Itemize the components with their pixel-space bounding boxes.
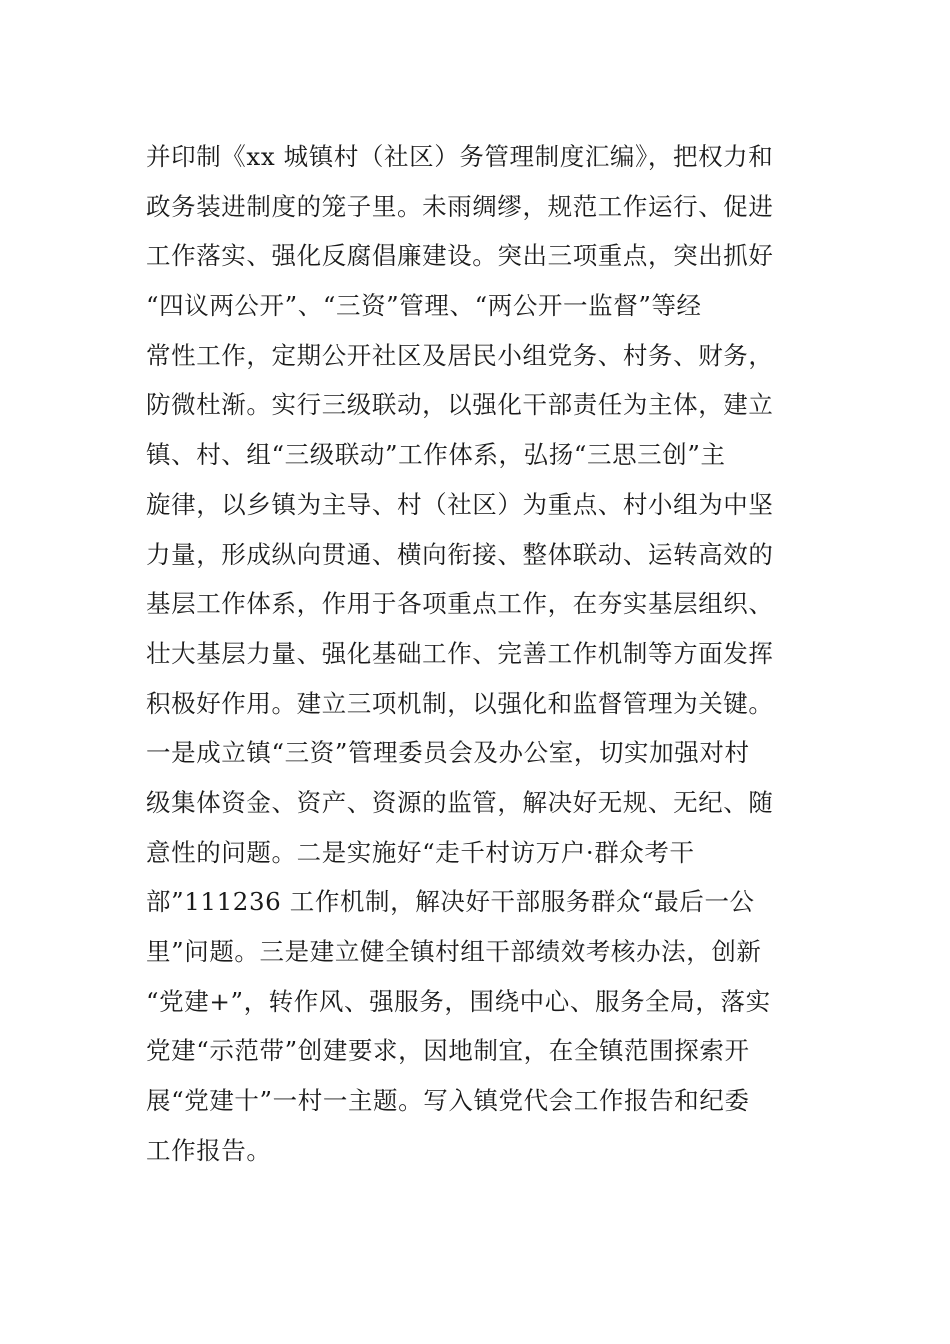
text-line: 常性工作，定期公开社区及居民小组党务、村务、财务， bbox=[146, 340, 774, 370]
body-paragraph bbox=[146, 132, 806, 1175]
text-line: 展“党建十”一村一主题。写入镇党代会工作报告和纪委 bbox=[146, 1086, 750, 1116]
text-line: 旋律，以乡镇为主导、村（社区）为重点、村小组为中坚 bbox=[146, 489, 774, 519]
text-line: 里”问题。三是建立健全镇村组干部绩效考核办法，创新 bbox=[146, 937, 762, 966]
text-line: 工作落实、强化反腐倡廉建设。突出三项重点，突出抓好 bbox=[146, 241, 774, 271]
text-line: 意性的问题。二是实施好“走千村访万户·群众考干 bbox=[146, 837, 695, 867]
text-line: 积极好作用。建立三项机制，以强化和监督管理为关键。 bbox=[146, 688, 774, 718]
text-line: 部”111236 工作机制，解决好干部服务群众“最后一公 bbox=[146, 887, 755, 917]
text-line: 力量，形成纵向贯通、横向衔接、整体联动、运转高效的 bbox=[146, 539, 774, 569]
text-line: 基层工作体系，作用于各项重点工作，在夯实基层组织、 bbox=[146, 589, 774, 619]
text-line: 级集体资金、资产、资源的监管，解决好无规、无纪、随 bbox=[146, 787, 774, 817]
text-line: 政务装进制度的笼子里。未雨绸缪，规范工作运行、促进 bbox=[146, 191, 774, 221]
text-line: 镇、村、组“三级联动”工作体系，弘扬“三思三创”主 bbox=[146, 440, 726, 470]
text-line: 一是成立镇“三资”管理委员会及办公室，切实加强对村 bbox=[146, 738, 750, 768]
text-line: 党建“示范带”创建要求，因地制宜，在全镇范围探索开 bbox=[146, 1036, 750, 1066]
text-line: 并印制《xx 城镇村（社区）务管理制度汇编》，把权力和 bbox=[146, 142, 774, 171]
text-line: 防微杜渐。实行三级联动，以强化干部责任为主体，建立 bbox=[146, 390, 774, 420]
text-line: 工作报告。 bbox=[146, 1135, 272, 1165]
text-line: “四议两公开”、“三资”管理、“两公开一监督”等经 bbox=[146, 291, 702, 321]
text-line: 壮大基层力量、强化基础工作、完善工作机制等方面发挥 bbox=[146, 638, 774, 668]
text-line: “党建+”，转作风、强服务，围绕中心、服务全局，落实 bbox=[146, 986, 771, 1016]
